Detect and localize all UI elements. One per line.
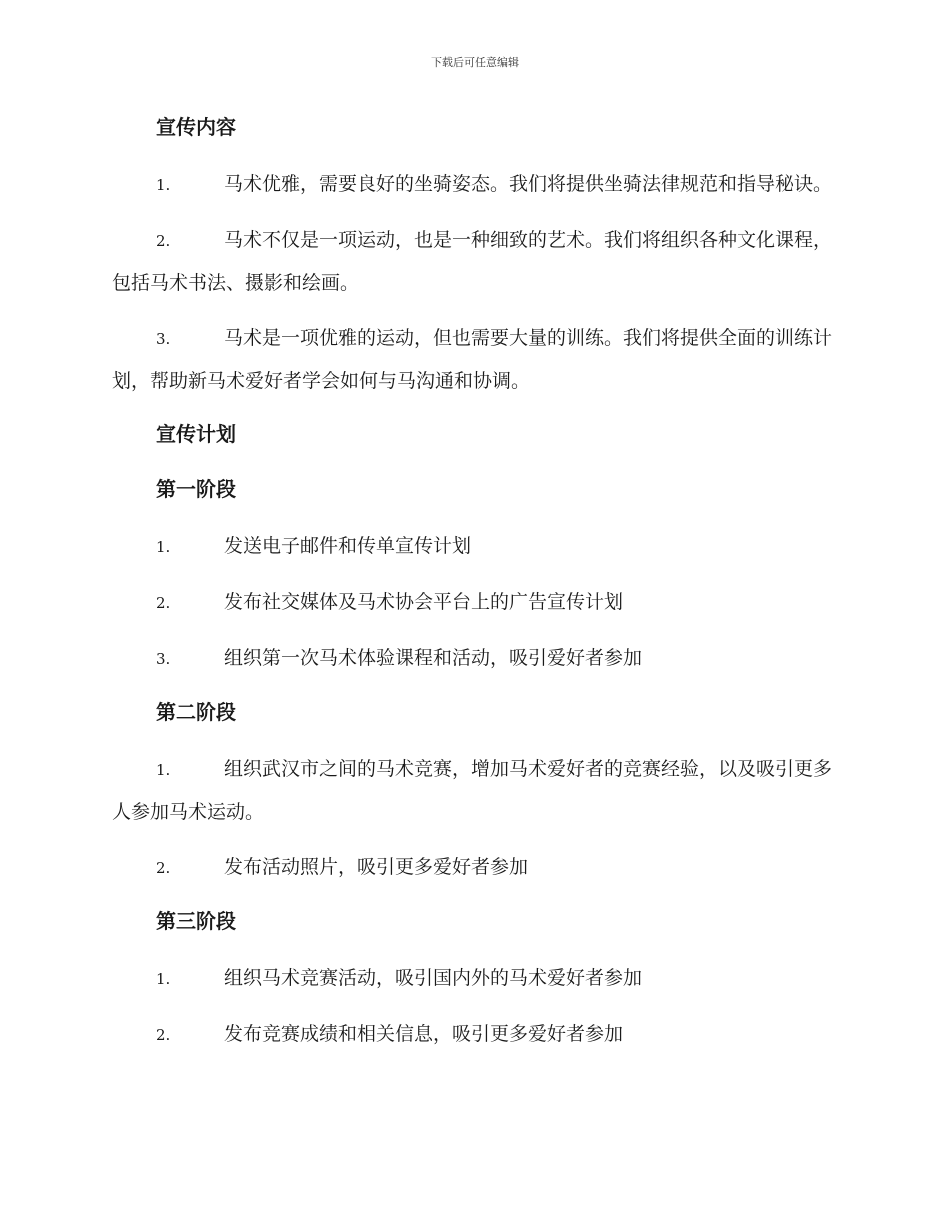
list-item-number: 2.	[156, 232, 171, 250]
section-heading-content: 宣传内容	[156, 115, 236, 139]
list-item-text: 组织第一次马术体验课程和活动，吸引爱好者参加	[224, 647, 643, 669]
list-item	[112, 846, 834, 889]
list-item-text: 发布活动照片，吸引更多爱好者参加	[224, 856, 529, 878]
list-item-text: 发布竞赛成绩和相关信息，吸引更多爱好者参加	[224, 1023, 624, 1045]
list-item-number: 2.	[156, 594, 171, 612]
list-item	[112, 581, 834, 624]
list-item	[112, 163, 834, 206]
section-heading-phase-2: 第二阶段	[156, 700, 236, 724]
list-item-text: 发送电子邮件和传单宣传计划	[224, 535, 472, 557]
list-item-text: 马术优雅，需要良好的坐骑姿态。我们将提供坐骑法律规范和指导秘诀。	[224, 173, 833, 195]
list-item	[112, 748, 834, 833]
list-item-number: 1.	[156, 176, 171, 194]
list-item	[112, 525, 834, 568]
section-heading-plan: 宣传计划	[156, 422, 236, 446]
list-item-text: 发布社交媒体及马术协会平台上的广告宣传计划	[224, 591, 624, 613]
list-item	[112, 1013, 834, 1056]
list-item-number: 1.	[156, 761, 171, 779]
list-item-text: 马术是一项优雅的运动，但也需要大量的训练。我们将提供全面的训练计划，帮助新马术爱好者学会如何与马沟通和协调。	[112, 327, 833, 392]
document-body	[112, 108, 834, 1069]
list-item	[112, 219, 834, 304]
list-item-text: 马术不仅是一项运动，也是一种细致的艺术。我们将组织各种文化课程，包括马术书法、摄影和绘画。	[112, 229, 833, 294]
section-heading-phase-3: 第三阶段	[156, 909, 236, 933]
list-item	[112, 637, 834, 680]
list-item-number: 1.	[156, 970, 171, 988]
list-item-number: 1.	[156, 538, 171, 556]
section-heading-phase-1: 第一阶段	[156, 477, 236, 501]
list-item	[112, 957, 834, 1000]
list-item-number: 2.	[156, 1026, 171, 1044]
list-item-number: 3.	[156, 650, 171, 668]
list-item-number: 3.	[156, 330, 171, 348]
list-item-text: 组织武汉市之间的马术竞赛，增加马术爱好者的竞赛经验，以及吸引更多人参加马术运动。	[112, 758, 833, 823]
page-header-note: 下载后可任意编辑	[431, 56, 519, 69]
list-item-number: 2.	[156, 859, 171, 877]
list-item	[112, 317, 834, 402]
list-item-text: 组织马术竞赛活动，吸引国内外的马术爱好者参加	[224, 967, 643, 989]
